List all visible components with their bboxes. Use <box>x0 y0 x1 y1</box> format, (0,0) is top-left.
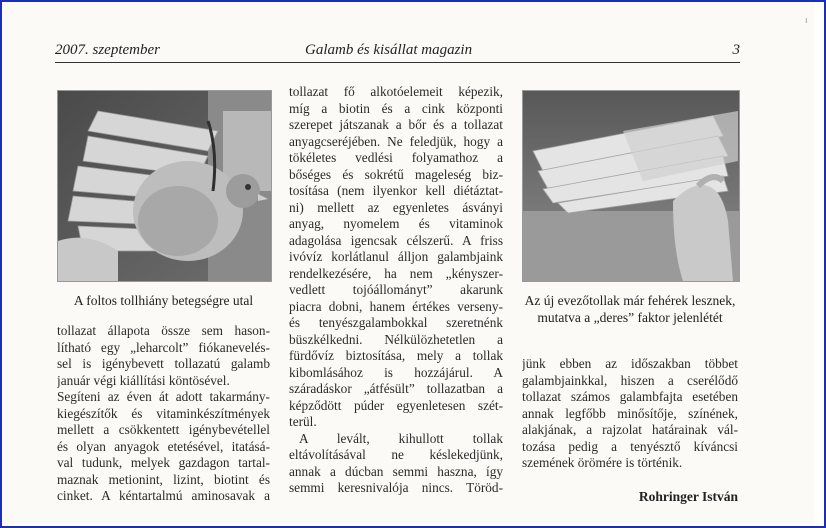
text-line: adagolása igencsak célszerű. A friss <box>289 232 503 248</box>
photo-caption-left: A foltos tollhiány betegségre utal <box>73 293 254 308</box>
header-rule <box>55 62 740 63</box>
text-line: szemének örömére is történik. <box>522 455 683 470</box>
text-line: fürdővíz biztosítása, mely a tollak <box>289 348 503 363</box>
text-line: tozása pedig a tenyésztő kíváncsi <box>522 438 738 454</box>
text-line: cinket. A kéntartalmú aminosavak a <box>57 488 270 503</box>
photo-white-flight-feathers <box>522 90 740 282</box>
article-column-middle <box>289 84 503 497</box>
text-line: kibomlásához is hozzájárul. A <box>289 364 503 380</box>
text-line: annak a dúcban semmi haszna, így <box>289 463 503 479</box>
text-line: tollazat számos galambfajta esetében <box>522 389 738 404</box>
text-line: tökéletes vedlési folyamathoz a <box>289 150 503 165</box>
photo-pigeon-spread-wing <box>57 90 272 282</box>
text-line: ivóvíz korlátlanul álljon galambjaink <box>289 249 503 264</box>
text-line: terül. <box>289 414 317 429</box>
text-line: lítható egy „leharcolt” fiókanevelés- <box>57 339 270 355</box>
text-line: sel is igénybevett tollazatú galamb <box>57 356 270 371</box>
text-line: tollazat állapota össze sem hason- <box>57 323 270 338</box>
text-line: jünk ebben az időszakban többet <box>522 356 738 371</box>
text-line: képződött púder egyenletesen szét- <box>289 397 503 413</box>
text-line: galambjainkkal, hiszen a cserélődő <box>522 372 738 388</box>
text-line: száradáskor „átfésült” tollazatban a <box>289 381 503 396</box>
text-line: míg a biotin és a cink központi <box>289 100 503 116</box>
text-line: rendelkezésére, ha nem „kényszer- <box>289 265 503 281</box>
text-line: mellett a csökkentett igénybevétellel <box>57 422 270 437</box>
photo-caption-right: Az új evezőtollak már fehérek lesznek, mutatva a „deres” faktor jelenlétét <box>524 293 736 325</box>
page-header <box>55 42 740 62</box>
text-line: tollazat fő alkotóelemeit képezik, <box>289 84 503 99</box>
article-column-left <box>57 323 270 505</box>
author-signature: Rohringer István <box>638 489 738 504</box>
text-line: vedlett tojóállományt” akarunk <box>289 282 503 297</box>
text-line: piacra dobni, hanem értékes verseny- <box>289 298 503 314</box>
text-line: semmi keresnivalója nincs. Töröd- <box>289 480 503 495</box>
text-line: eltávolításával ne késlekedjünk, <box>289 447 503 462</box>
text-line: ni) mellett az egyenletes ásványi <box>289 199 503 215</box>
text-line: anyagcseréjében. Ne feledjük, hogy a <box>289 133 503 149</box>
header-magazine-title: Galamb és kisállat magazin <box>305 42 473 58</box>
text-line: maznak metionint, lizint, biotint és <box>57 471 270 487</box>
text-line: január végi kiállítási köntösével. <box>57 372 230 388</box>
text-line: büszkélkedni. Nélkülözhetetlen a <box>289 331 503 347</box>
text-line: val tudunk, melyek gazdagon tartal- <box>57 455 270 470</box>
text-line: alakjának, a rajzolat határainak vál- <box>522 422 738 437</box>
text-line: Segíteni az éven át adott takarmány- <box>57 389 270 404</box>
text-line: kiegészítők és vitaminkészítmények <box>57 405 270 421</box>
text-line: anyag, nyomelem és vitaminok <box>289 216 503 231</box>
text-line: annak legfőbb minősítője, színének, <box>522 405 738 421</box>
text-line: és tenyészgalambokkal szeretnénk <box>289 315 503 330</box>
text-line: tosítása (nem ilyenkor kell diétáztat- <box>289 183 503 198</box>
text-line: és olyan anyagok etetésével, itatásá- <box>57 438 270 454</box>
text-line: szerepet játszanak a bőr és a tollazat <box>289 117 503 132</box>
article-column-right <box>522 356 738 472</box>
header-date: 2007. szeptember <box>55 42 160 58</box>
text-line: bőséges és sokrétű mageleség biz- <box>289 166 503 182</box>
text-line: A levált, kihullott tollak <box>299 430 503 446</box>
edge-mark: ı <box>805 16 808 26</box>
header-page-number: 3 <box>732 42 740 58</box>
